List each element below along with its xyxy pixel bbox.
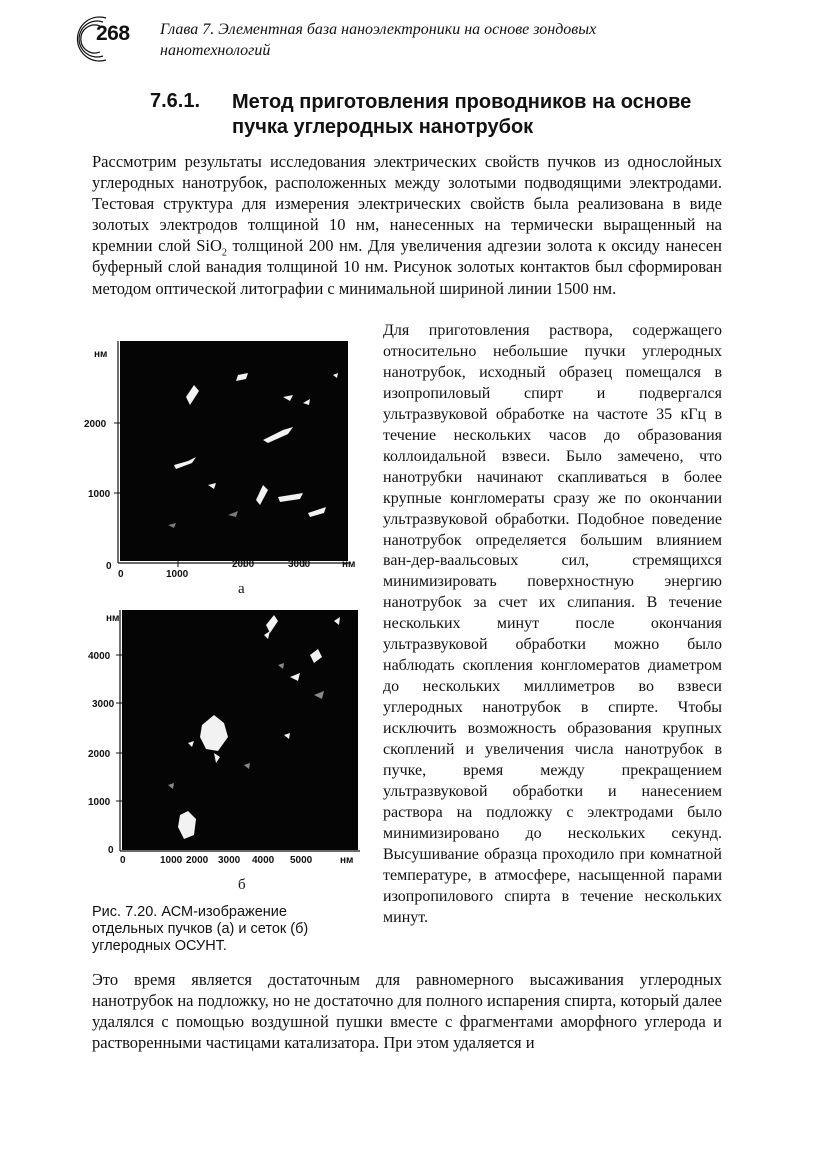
caption-label: Рис. 7.20.: [92, 904, 158, 920]
x-tick-b-3000: 3000: [218, 855, 241, 866]
page-number: 268: [96, 22, 130, 45]
figure-a: [78, 335, 378, 595]
x-tick-a-0: 0: [118, 569, 124, 580]
x-tick-a-1000: 1000: [166, 569, 189, 580]
paragraph-1-part-2: толщиной 200 нм. Для увеличения адгезии золота к оксиду нанесен буферный слой ванадия толщиной 10 нм. Рисунок золотых контактов был сформирован методом оптической литографии с минимальной шириной линии 1500 нм.: [92, 236, 722, 298]
x-unit-b: нм: [340, 855, 354, 866]
y-tick-b-4000: 4000: [88, 651, 111, 662]
figure-a-label: а: [238, 581, 245, 595]
y-unit-b: нм: [106, 613, 120, 624]
running-header-title: Глава 7. Элементная база наноэлектроники на основе зондовых нанотехнологий: [160, 21, 597, 59]
figure-b-label: б: [238, 877, 246, 893]
afm-image-a: [78, 335, 378, 595]
y-tick-a-2000: 2000: [84, 419, 107, 430]
figure-caption: [92, 904, 362, 955]
y-tick-a-0: 0: [106, 561, 112, 572]
formula-subscript: 2: [221, 247, 227, 259]
y-tick-b-0: 0: [108, 845, 114, 856]
afm-scan-b: [122, 610, 358, 850]
body-paragraph-3: Это время является достаточным для равномерного высаживания углеродных нанотрубок на подложку, но не достаточно для полного испарения спирта, который далее удалялся с помощью воздушной пушки вместе с фрагментами аморфного углерода и растворенными частицами катализатора. При этом удаляется и: [92, 970, 722, 1053]
section-number: 7.6.1.: [150, 90, 201, 112]
x-unit-a: нм: [342, 559, 356, 570]
x-tick-b-2000: 2000: [186, 855, 209, 866]
figure-b: [78, 605, 378, 895]
body-paragraph-2: Для приготовления раствора, содержащего относительно небольшие пучки углеродных нанотрубок, исходный образец помещался в изопропиловый спирт и подвергался ультразвуковой обработке на частоте 35 кГц в течение нескольких часов до образования коллоидальной взвеси. Было замечено, что нанотрубки начинают скапливаться в более крупные конгломераты сразу же по окончании ультразвуковой обработки. Подобное поведение нанотрубок определяется большим влиянием ван-дер-ваальсовых сил, стремящихся минимизировать поверхностную энергию нанотрубок за счет их слипания. В течение нескольких минут после окончания ультразвуковой обработки можно было наблюдать скопления конгломератов диаметром до нескольких миллиметров во взвеси углеродных нанотрубок в спирте. Чтобы исключить возможность образования крупных скоплений и увеличения числа нанотрубок в пучке, время между прекращением ультразвуковой обработки и нанесением раствора на подложку с электродами было минимизировано до нескольких секунд. Высушивание образца проходило при комнатной температуре, в атмосфере, насыщенной парами изопропилового спирта в течение нескольких минут.: [383, 322, 722, 926]
caption-text: АСМ-изображение отдельных пучков (а) и сеток (б) углеродных ОСУНТ.: [92, 904, 309, 954]
paragraph-1-part-1: Рассмотрим результаты исследования электрических свойств пучков из однослойных углеродных нанотрубок, расположенных между золотыми подводящими электродами. Тестовая структура для измерения электрических свойств была реализована в виде золотых электродов толщиной 10 нм, нанесенных на термически выращенный на кремнии слой SiO: [92, 152, 722, 256]
x-tick-a-3000: 3000: [288, 559, 311, 570]
y-tick-b-1000: 1000: [88, 797, 111, 808]
x-tick-b-4000: 4000: [252, 855, 275, 866]
y-tick-b-2000: 2000: [88, 749, 111, 760]
y-tick-b-3000: 3000: [92, 699, 115, 710]
body-paragraph-1: [92, 151, 722, 299]
x-tick-a-2000: 2000: [232, 559, 255, 570]
x-tick-b-1000: 1000: [160, 855, 183, 866]
section-title: Метод приготовления проводников на основе пучка углеродных нанотрубок: [232, 91, 692, 138]
y-tick-a-1000: 1000: [88, 489, 111, 500]
x-tick-b-5000: 5000: [290, 855, 313, 866]
afm-image-b: [78, 605, 378, 895]
afm-scan-a: [120, 341, 348, 561]
x-tick-b-0: 0: [120, 855, 126, 866]
y-unit-a: нм: [94, 349, 108, 360]
